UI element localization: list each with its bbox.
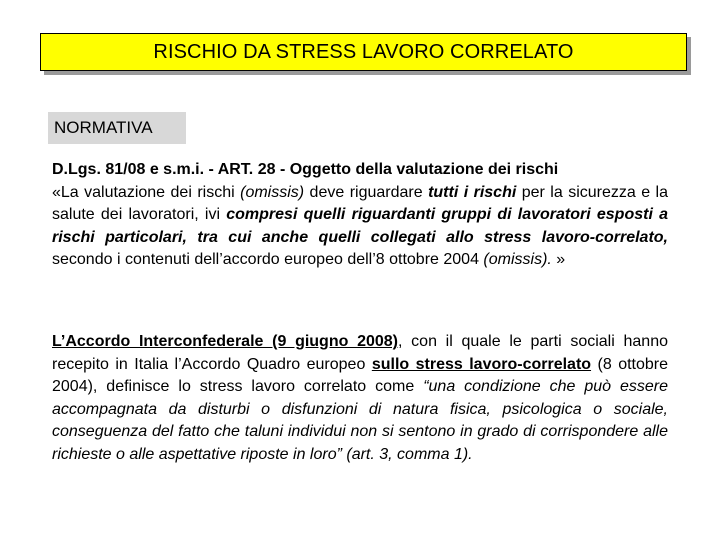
text-segment: per la sicurezza e la salute dei lavoratori, ivi bbox=[52, 183, 669, 223]
text-segment: secondo i contenuti dell’accordo europeo dell’8 ottobre 2004 bbox=[52, 251, 484, 268]
text-segment-bold-italic: tutti i rischi bbox=[428, 183, 517, 201]
definition-quote: “una condizione che può essere accompagnata da disturbi o disfunzioni di natura fisica, psicologica o sociale, conseguenza del fatto che taluni individui non si sentono in grado di corrispondere alle richieste o alle aspettative riposte in loro” (art. 3, comma 1). bbox=[52, 378, 668, 463]
law-reference-heading: D.Lgs. 81/08 e s.m.i. - ART. 28 - Oggetto della valutazione dei rischi bbox=[52, 161, 559, 178]
text-segment-bold-underline: L’Accordo Interconfederale (9 giugno 2008) bbox=[52, 333, 399, 350]
text-segment: deve riguardare bbox=[304, 183, 429, 201]
text-segment: (8 ottobre 2004), definisce lo stress lavoro correlato come bbox=[52, 355, 669, 395]
text-segment: , con il quale le parti sociali hanno recepito in Italia l’Accordo Quadro europeo bbox=[52, 333, 668, 373]
section-label bbox=[48, 112, 186, 144]
page-title bbox=[40, 33, 687, 71]
text-segment-bold-italic: compresi quelli riguardanti gruppi di lavoratori esposti a rischi particolari, tra cui anche quelli collegati allo stress lavoro-correlato, bbox=[52, 206, 669, 246]
text-segment-italic: (omissis). bbox=[483, 251, 552, 268]
text-segment-italic: (omissis) bbox=[240, 183, 305, 201]
section-label-text: NORMATIVA bbox=[54, 118, 153, 137]
text-segment: «La valutazione dei rischi bbox=[52, 183, 241, 201]
accordo-paragraph bbox=[52, 331, 668, 466]
text-segment: » bbox=[551, 251, 566, 268]
text-segment-bold-underline: sullo stress lavoro-correlato bbox=[371, 355, 592, 373]
page-title-text: RISCHIO DA STRESS LAVORO CORRELATO bbox=[153, 40, 574, 63]
normativa-paragraph bbox=[52, 159, 668, 272]
